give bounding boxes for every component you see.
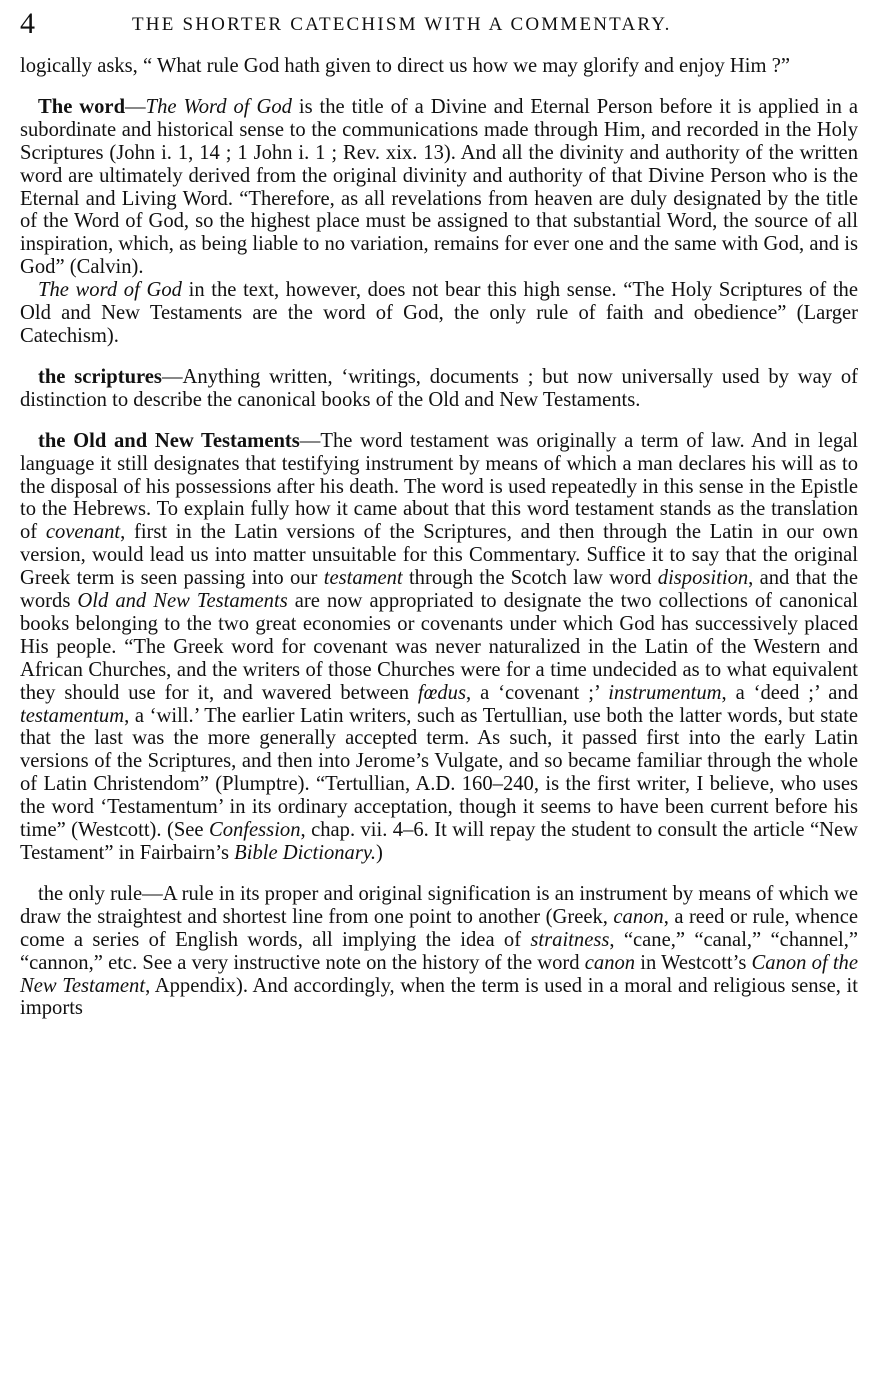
paragraph-continuation [20, 55, 858, 78]
italic-text: canon [584, 951, 636, 974]
running-head: THE SHORTER CATECHISM WITH A COMMENTARY. [132, 14, 672, 35]
paragraph-text: , Appendix). And accordingly, when the term is used in a moral and religious sense, it imports [20, 974, 858, 1020]
italic-text: disposition [657, 567, 749, 590]
paragraph-text: , “cane,” “canal,” “channel,” “cannon,” etc. See a very instructive note on the history of the word [20, 928, 858, 974]
paragraph-old-and-new-testaments [20, 430, 858, 865]
italic-text: Bible Dictionary. [234, 842, 377, 864]
italic-text: straitness [530, 928, 610, 951]
paragraph-text: , a ‘will.’ The earlier Latin writers, such as Tertullian, use both the latter words, but state that the last was the more generally accepted term. As such, it passed first into the early Latin versions of the Scriptures, and then into Jerome’s Vulgate, and so became familiar through the whole of Latin Christendom” (Plumptre). “Tertullian, A.D. 160–240, is the first writer, I believe, who uses the word ‘Testamentum’ in its ordinary acceptation, though it seems to have been current before his time” (Westcott). (See [20, 704, 858, 842]
paragraph-text: in Westcott’s [635, 951, 752, 974]
paragraph-text: , a ‘deed ;’ and [721, 681, 859, 704]
italic-text: Confession [208, 819, 301, 842]
paragraph-text: —The word testament was originally a term of law. And in legal language it still designates that testifying instrument by means of which a man declares his will as to the disposal of his possessions after his death. The word is used repeatedly in this sense in the Epistle to the Hebrews. To explain fully how it came about that this word testament stands as the translation of [20, 429, 858, 544]
paragraph-text: , a ‘covenant ;’ [466, 681, 609, 704]
dash: — [125, 95, 146, 118]
paragraph-text: , chap. vii. 4–6. It will repay the student to consult the article “New Testament” in Fairbairn’s [20, 819, 858, 864]
paragraph-the-scriptures [20, 366, 858, 412]
paragraph-text: through the Scotch law word [402, 567, 658, 590]
italic-text: instrumentum [608, 681, 722, 704]
paragraph-text: , a reed or rule, whence come a series of English words, all implying the idea of [20, 905, 858, 951]
paragraph-text: is the title of a Divine and Eternal Person before it is applied in a subordinate and historical sense to the communications made through Him, and recorded in the Holy Scriptures (John i. 1, 14 ; 1 John i. 1 ; Rev. xix. 13). And all the divinity and authority of the written word are ultimately derived from the original divinity and authority of that Divine Person who is the Eternal and Living Word. “Therefore, as all revelations from heaven are duly designated by the title of the Word of God, so the highest place must be assigned to that substantial Word, the source of all inspiration, which, as being liable to no variation, remains for ever one and the same with God, and is God” (Calvin). [20, 95, 858, 279]
paragraph-the-only-rule [20, 883, 858, 1020]
paragraph-word-of-god [20, 279, 858, 348]
term-the-only-rule: the only rule [38, 882, 143, 905]
italic-text: fœdus [417, 681, 466, 704]
page-number: 4 [20, 7, 35, 40]
italic-text: The word of God [38, 279, 182, 302]
term-the-word: The word [38, 95, 126, 118]
term-old-and-new-testaments: the Old and New Testaments [38, 429, 300, 452]
paragraph-text: —A rule in its proper and original signification is an instrument by means of which we draw the straightest and shortest line from one point to another (Greek, [20, 882, 858, 928]
paragraph-text: ) [376, 842, 383, 864]
paragraph-text: are now appropriated to designate the two collections of canonical books belonging to the two great economies or covenants under which God has successively placed His people. “The Greek word for covenant was never naturalized in the Latin of the Western and African Churches, and the writers of those Churches were for a time undecided as to what equivalent they should use for it, and wavered between [20, 590, 858, 704]
paragraph-text: —Anything written, ‘writings, documents ; but now universally used by way of distinction to describe the canonical books of the Old and New Testaments. [20, 365, 858, 411]
italic-text: Canon of the New Testament [20, 951, 858, 997]
term-the-scriptures: the scriptures [38, 365, 162, 388]
page-body [20, 55, 858, 1020]
paragraph-text: in the text, however, does not bear this high sense. “The Holy Scriptures of the Old and New Testaments are the word of God, the only rule of faith and obedience” (Larger Catechism). [20, 279, 858, 347]
paragraph-text: logically asks, “ What rule God hath given to direct us how we may glorify and enjoy Him ?” [20, 55, 790, 77]
paragraph-text: , and that the words [20, 567, 858, 613]
italic-text: Old and New Testaments [77, 590, 288, 613]
italic-text: testamentum [20, 704, 125, 727]
italic-text: canon [613, 905, 664, 928]
page-header [20, 2, 862, 46]
italic-text: covenant [45, 521, 121, 544]
italic-text: testament [323, 567, 403, 590]
italic-text: The Word of God [145, 95, 292, 118]
paragraph-the-word [20, 96, 858, 279]
paragraph-text: , first in the Latin versions of the Scriptures, and then through the Latin in our own version, would lead us into matter unsuitable for this Commentary. Suffice it to say that the original Greek term is seen passing into our [20, 521, 858, 590]
